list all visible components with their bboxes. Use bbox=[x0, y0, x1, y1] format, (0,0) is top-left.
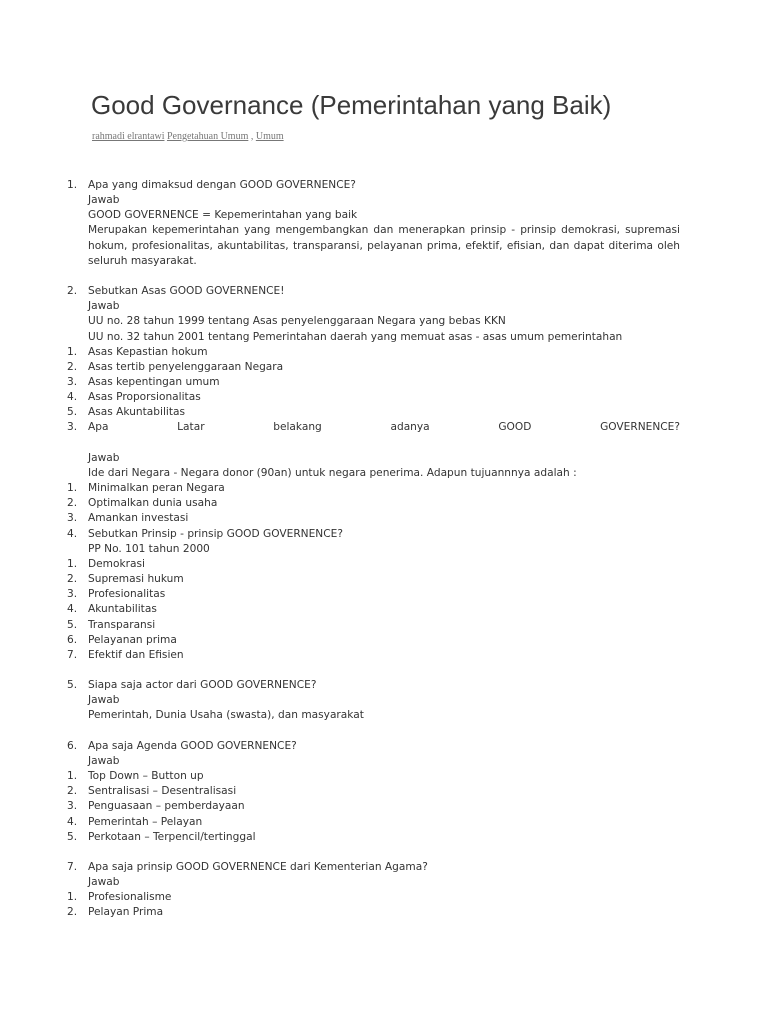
line-text: Jawab bbox=[88, 194, 120, 207]
numbered-line bbox=[60, 557, 680, 572]
list-number: 3. bbox=[67, 588, 78, 601]
list-number: 1. bbox=[67, 770, 78, 783]
numbered-line bbox=[60, 345, 680, 360]
list-number: 3. bbox=[67, 512, 78, 525]
numbered-line bbox=[60, 284, 680, 299]
document-body bbox=[60, 178, 680, 921]
line-text: Asas Kepastian hokum bbox=[88, 345, 208, 358]
list-number: 1. bbox=[67, 891, 78, 904]
line-text: Demokrasi bbox=[88, 557, 145, 570]
numbered-line bbox=[60, 405, 680, 420]
line-text: Pelayan Prima bbox=[88, 906, 164, 919]
blank-line bbox=[60, 663, 680, 678]
author-link[interactable]: rahmadi elrantawi bbox=[92, 131, 165, 142]
line-text: UU no. 32 tahun 2001 tentang Pemerintahan daerah yang memuat asas - asas umum pemerintahan bbox=[88, 330, 623, 343]
blank-line bbox=[60, 724, 680, 739]
line-text: Perkotaan – Terpencil/tertinggal bbox=[88, 830, 256, 843]
numbered-line bbox=[60, 511, 680, 526]
list-number: 3. bbox=[67, 800, 78, 813]
line-text: Profesionalisme bbox=[88, 891, 172, 904]
list-number: 3. bbox=[67, 421, 78, 434]
list-number: 5. bbox=[67, 830, 78, 843]
blank-line bbox=[60, 269, 680, 284]
numbered-line bbox=[60, 602, 680, 617]
numbered-line bbox=[60, 739, 680, 754]
line-text: Efektif dan Efisien bbox=[88, 648, 184, 661]
list-number: 1. bbox=[67, 345, 78, 358]
numbered-line bbox=[60, 420, 680, 435]
line-text: Sentralisasi – Desentralisasi bbox=[88, 785, 237, 798]
text-line bbox=[60, 223, 680, 268]
numbered-line bbox=[60, 527, 680, 542]
numbered-line bbox=[60, 648, 680, 663]
list-number: 4. bbox=[67, 391, 78, 404]
line-text: Profesionalitas bbox=[88, 588, 166, 601]
list-number: 5. bbox=[67, 618, 78, 631]
text-line bbox=[60, 451, 680, 466]
numbered-line bbox=[60, 178, 680, 193]
list-number: 4. bbox=[67, 603, 78, 616]
line-text: Amankan investasi bbox=[88, 512, 189, 525]
numbered-line bbox=[60, 481, 680, 496]
line-text: Apa saja prinsip GOOD GOVERNENCE dari Kementerian Agama? bbox=[88, 860, 428, 873]
list-number: 4. bbox=[67, 527, 78, 540]
numbered-line bbox=[60, 769, 680, 784]
numbered-line bbox=[60, 633, 680, 648]
text-line bbox=[60, 314, 680, 329]
text-line bbox=[60, 875, 680, 890]
text-line bbox=[60, 193, 680, 208]
line-text: Pemerintah – Pelayan bbox=[88, 815, 203, 828]
numbered-line bbox=[60, 618, 680, 633]
numbered-line bbox=[60, 587, 680, 602]
numbered-line bbox=[60, 360, 680, 375]
line-text: Pelayanan prima bbox=[88, 633, 177, 646]
list-number: 1. bbox=[67, 557, 78, 570]
numbered-line bbox=[60, 890, 680, 905]
line-text: Jawab bbox=[88, 876, 120, 889]
list-number: 2. bbox=[67, 573, 78, 586]
list-number: 4. bbox=[67, 815, 78, 828]
numbered-line bbox=[60, 496, 680, 511]
line-text: GOOD GOVERNENCE = Kepemerintahan yang baik bbox=[88, 209, 358, 222]
list-number: 3. bbox=[67, 376, 78, 389]
line-text: Optimalkan dunia usaha bbox=[88, 497, 218, 510]
category-separator: , bbox=[250, 131, 254, 142]
line-text: Merupakan kepemerintahan yang mengembangkan dan menerapkan prinsip - prinsip demokrasi, supremasi hokum, profesionalitas, akuntabilitas, transparansi, pelayanan prima, efektif, efisian, dan dapat diterima oleh seluruh masyarakat. bbox=[88, 224, 680, 267]
line-text: Apa Latar belakang adanya GOOD GOVERNENCE? bbox=[88, 421, 680, 434]
line-text: PP No. 101 tahun 2000 bbox=[88, 542, 210, 555]
line-text: Apa yang dimaksud dengan GOOD GOVERNENCE? bbox=[88, 179, 356, 191]
list-number: 2. bbox=[67, 360, 78, 373]
text-line bbox=[60, 466, 680, 481]
list-number: 5. bbox=[67, 679, 78, 692]
line-text: Transparansi bbox=[88, 618, 156, 631]
line-text: Asas tertib penyelenggaraan Negara bbox=[88, 360, 284, 373]
list-number: 5. bbox=[67, 406, 78, 419]
line-text: Top Down – Button up bbox=[88, 770, 204, 783]
list-number: 1. bbox=[67, 482, 78, 495]
text-line bbox=[60, 208, 680, 223]
numbered-line bbox=[60, 375, 680, 390]
line-text: Asas Akuntabilitas bbox=[88, 406, 185, 419]
numbered-line bbox=[60, 830, 680, 845]
text-line bbox=[60, 330, 680, 345]
numbered-line bbox=[60, 572, 680, 587]
line-text: Jawab bbox=[88, 754, 120, 767]
text-line bbox=[60, 299, 680, 314]
line-text: Apa saja Agenda GOOD GOVERNENCE? bbox=[88, 739, 297, 752]
line-text: Minimalkan peran Negara bbox=[88, 482, 225, 495]
numbered-line bbox=[60, 678, 680, 693]
line-text: Pemerintah, Dunia Usaha (swasta), dan masyarakat bbox=[88, 709, 364, 722]
line-text: Supremasi hukum bbox=[88, 573, 184, 586]
text-line bbox=[60, 542, 680, 557]
text-line bbox=[60, 754, 680, 769]
numbered-line bbox=[60, 905, 680, 920]
category-link-pengetahuan-umum[interactable]: Pengetahuan Umum bbox=[166, 131, 249, 142]
numbered-line bbox=[60, 799, 680, 814]
numbered-line bbox=[60, 390, 680, 405]
numbered-line bbox=[60, 815, 680, 830]
page-title: Good Governance (Pemerintahan yang Baik) bbox=[91, 90, 612, 120]
line-text: Sebutkan Asas GOOD GOVERNENCE! bbox=[88, 285, 285, 298]
list-number: 2. bbox=[67, 497, 78, 510]
blank-line bbox=[60, 845, 680, 860]
list-number: 6. bbox=[67, 633, 78, 646]
line-text: Penguasaan – pemberdayaan bbox=[88, 800, 245, 813]
list-number: 2. bbox=[67, 906, 78, 919]
byline bbox=[92, 131, 284, 142]
line-text: Jawab bbox=[88, 300, 120, 313]
numbered-line bbox=[60, 784, 680, 799]
line-text: Jawab bbox=[88, 451, 120, 464]
list-number: 6. bbox=[67, 739, 78, 752]
numbered-line bbox=[60, 860, 680, 875]
line-text: Asas kepentingan umum bbox=[88, 376, 220, 389]
text-line bbox=[60, 708, 680, 723]
list-number: 1. bbox=[67, 179, 78, 191]
line-text: Ide dari Negara - Negara donor (90an) untuk negara penerima. Adapun tujuannnya adalah : bbox=[88, 466, 577, 479]
line-text: Sebutkan Prinsip - prinsip GOOD GOVERNENCE? bbox=[88, 527, 343, 540]
line-text: Akuntabilitas bbox=[88, 603, 157, 616]
list-number: 7. bbox=[67, 860, 78, 873]
line-text: UU no. 28 tahun 1999 tentang Asas penyelenggaraan Negara yang bebas KKN bbox=[88, 315, 506, 328]
blank-line bbox=[60, 436, 680, 451]
list-number: 2. bbox=[67, 285, 78, 298]
line-text: Jawab bbox=[88, 694, 120, 707]
line-text: Asas Proporsionalitas bbox=[88, 391, 201, 404]
list-number: 7. bbox=[67, 648, 78, 661]
line-text: Siapa saja actor dari GOOD GOVERNENCE? bbox=[88, 679, 317, 692]
text-line bbox=[60, 693, 680, 708]
category-link-umum[interactable]: Umum bbox=[255, 131, 284, 142]
list-number: 2. bbox=[67, 785, 78, 798]
